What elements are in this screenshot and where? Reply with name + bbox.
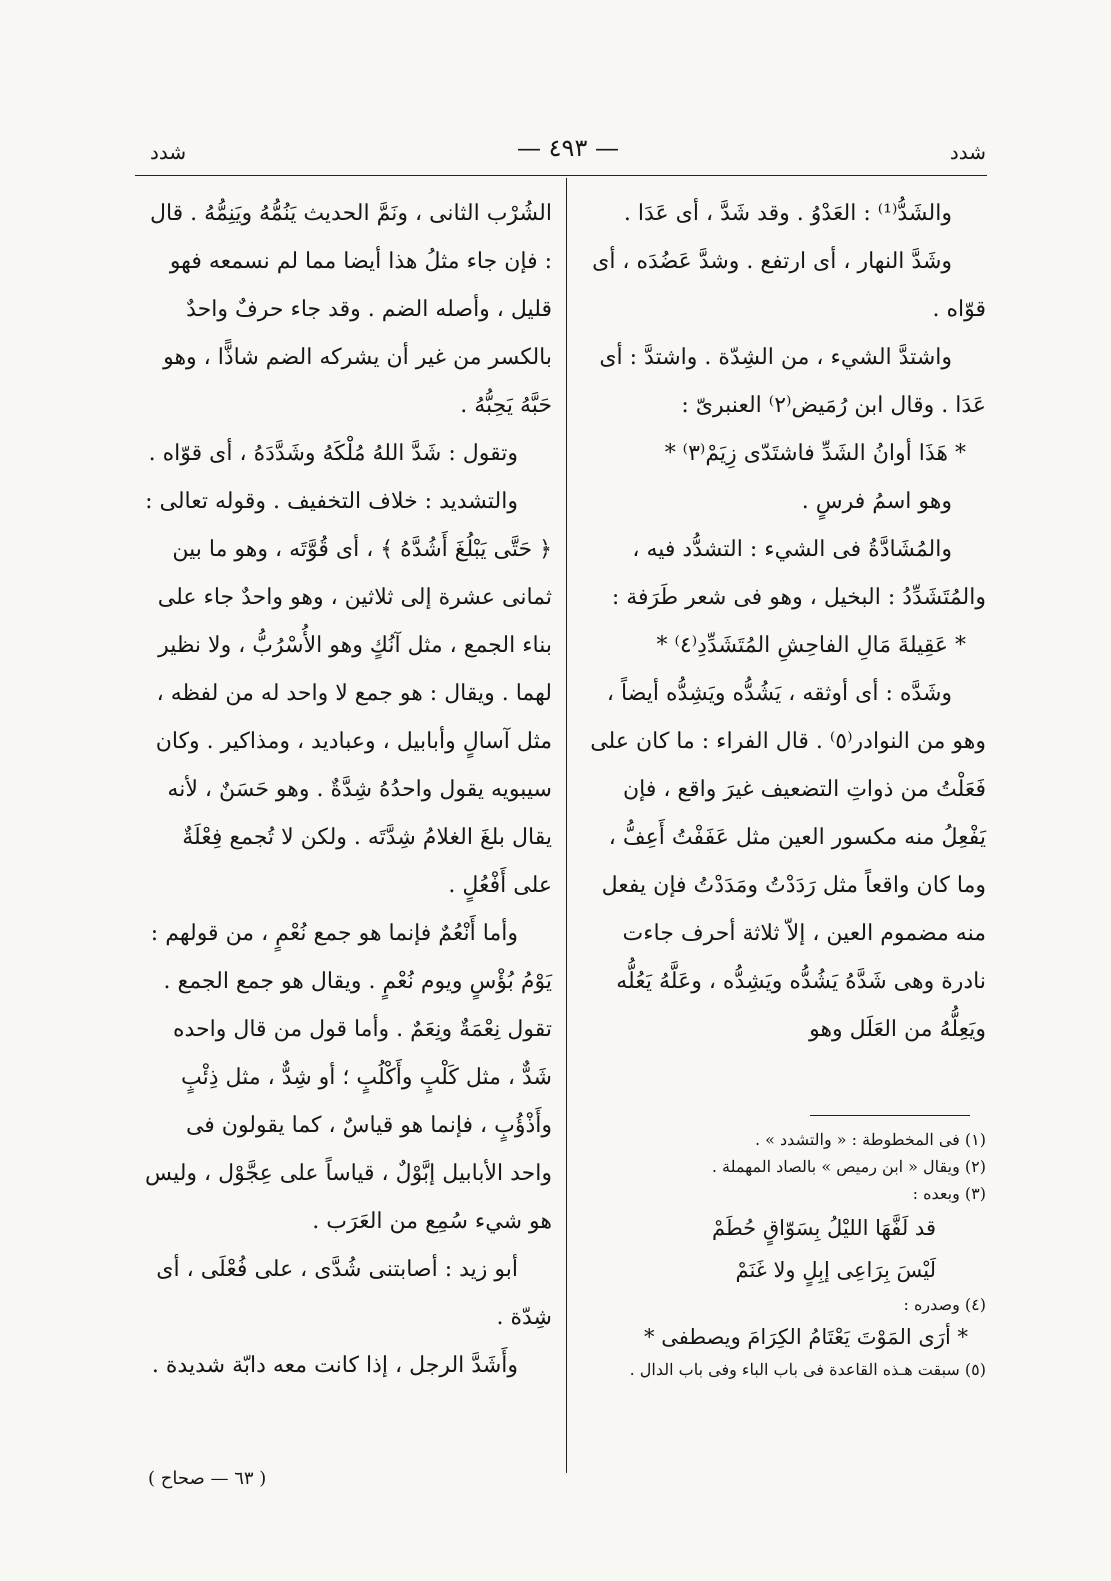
footnote-hemistich: * أرَى المَوْتَ يَعْتَامُ الكِرَامَ ويصطفى * bbox=[644, 1325, 968, 1349]
footnotes bbox=[582, 1126, 986, 1383]
verse-line: * هَذَا أوانُ الشَدِّ فاشتَدّى زِيَمْ⁽٣⁾ * bbox=[664, 441, 966, 466]
footnote-rule bbox=[810, 1115, 970, 1116]
paragraph: واشتدَّ الشيء ، من الشِدّة . واشتدَّ : أى عَدَا . وقال ابن رُمَيض⁽٢⁾ العنبرىّ : bbox=[599, 345, 986, 418]
footnote: (٣) وبعده : bbox=[912, 1184, 986, 1203]
paragraph: وشَدَّه : أى أوثقه ، يَشُدُّه ويَشِدُّه أيضاً ، وهو من النوادر⁽٥⁾ . قال الفراء : ما كان على فَعَلْتُ من ذواتِ التضعيف غيرَ واقع ، فإن يَفْعِلُ منه مكسور العين مثل عَفَفْتُ أَعِفُّ ، وما كان واقعاً مثل رَدَدْتُ ومَدَدْتُ فإن يفعل منه مضموم العين ، إلاّ ثلاثة أحرف جاءت نادرة وهى شَدَّهُ يَشُدُّه ويَشِدُّه ، وعَلَّهُ يَعُلُّه ويَعِلُّهُ من العَلَل وهو bbox=[590, 681, 986, 1042]
verse-line: * عَقِيلةَ مَالِ الفاحِشِ المُتَشَدِّدِ⁽٤⁾ * bbox=[656, 633, 966, 658]
running-headword-left: شدد bbox=[150, 140, 187, 164]
left-column bbox=[140, 190, 552, 1390]
page-number: — ٤٩٣ — bbox=[517, 134, 619, 162]
footnote: (٢) ويقال « ابن رميص » بالصاد المهملة . bbox=[711, 1157, 986, 1176]
paragraph: وشَدَّ النهار ، أى ارتفع . وشدَّ عَضُدَه ، أى قوّاه . bbox=[592, 249, 986, 322]
paragraph: والمُشَادَّةُ فى الشيء : التشدُّد فيه ، والمُتَشَدِّدُ : البخيل ، وهو فى شعر طَرَفة : bbox=[611, 537, 986, 610]
signature-mark: ( ٦٣ — صحاح ) bbox=[148, 1468, 267, 1489]
paragraph: والتشديد : خلاف التخفيف . وقوله تعالى : ﴿ حَتَّى يَبْلُغَ أَشُدَّهُ ﴾ ، أى قُوَّتَه ، وهو ما بين ثمانى عشرة إلى ثلاثين ، وهو واحدٌ جاء على بناء الجمع ، مثل آنُكٍ وهو الأُسْرُبُّ ، ولا نظير لهما . ويقال : هو جمع لا واحد له من لفظه ، مثل آسالٍ وأبابيل ، وعباديد ، ومذاكير . وكان سيبويه يقول واحدُهُ شِدَّةٌ . وهو حَسَنٌ ، لأنه يقال بلغَ الغلامُ شِدَّتَه . ولكن لا تُجمع فِعْلَةٌ على أَفْعُلٍ . bbox=[145, 489, 552, 898]
column-divider bbox=[566, 178, 567, 1473]
running-header bbox=[150, 134, 986, 172]
paragraph: وهو اسمُ فرسٍ . bbox=[801, 489, 952, 514]
header-rule bbox=[135, 175, 987, 176]
paragraph: الشُرْب الثانى ، ونَمَّ الحديث يَنُمُّهُ ويَنِمُّهُ . قال : فإن جاء مثلُ هذا أيضا مما لم نسمعه فهو قليل ، وأصله الضم . وقد جاء حرفٌ واحدٌ بالكسر من غير أن يشركه الضم شاذًّا ، وهو حَبَّهُ يَحِبُّهُ . bbox=[149, 201, 552, 418]
paragraph: والشَدُّ⁽¹⁾ : العَدْوُ . وقد شَدَّ ، أى عَدَا . bbox=[623, 201, 952, 226]
footnote: (٥) سبقت هـذه القاعدة فى باب الباء وفى باب الدال . bbox=[629, 1360, 986, 1379]
footnote: (٤) وصدره : bbox=[903, 1295, 986, 1314]
running-headword-right: شدد bbox=[949, 140, 986, 164]
paragraph: أبو زيد : أصابتنى شُدَّى ، على فُعْلَى ، أى شِدّة . bbox=[156, 1257, 552, 1330]
paragraph: وتقول : شَدَّ اللهُ مُلْكَهُ وشَدَّدَهُ ، أى قوّاه . bbox=[148, 441, 518, 466]
paragraph: وأما أَنْعُمٌ فإنما هو جمع نُعْمٍ ، من قولهم : يَوْمُ بُؤْسٍ ويوم نُعْمٍ . ويقال هو جمع الجمع . تقول نِعْمَةٌ ونِعَمٌ . وأما قول من قال واحده شَدٌّ ، مثل كَلْبٍ وأَكْلُبٍ ؛ أو شِدٌّ ، مثل ذِئْبٍ وأَذْؤُبٍ ، فإنما هو قياسٌ ، كما يقولون فى واحد الأبابيل إبَّوْلٌ ، قياساً على عِجَّوْل ، وليس هو شيء سُمِع من العَرَب . bbox=[145, 921, 552, 1234]
footnote: (١) فى المخطوطة : « والتشدد » . bbox=[755, 1130, 986, 1149]
footnote-poem-line: قد لَفَّهَا الليْلُ بِسَوّاقٍ حُطَمْ bbox=[711, 1216, 936, 1240]
paragraph: وأَشَدَّ الرجل ، إذا كانت معه دابّة شديدة . bbox=[151, 1353, 518, 1378]
right-column bbox=[582, 190, 986, 1054]
footnote-poem-line: لَيْسَ بِرَاعِى إبِلٍ ولا غَنَمْ bbox=[735, 1258, 936, 1282]
